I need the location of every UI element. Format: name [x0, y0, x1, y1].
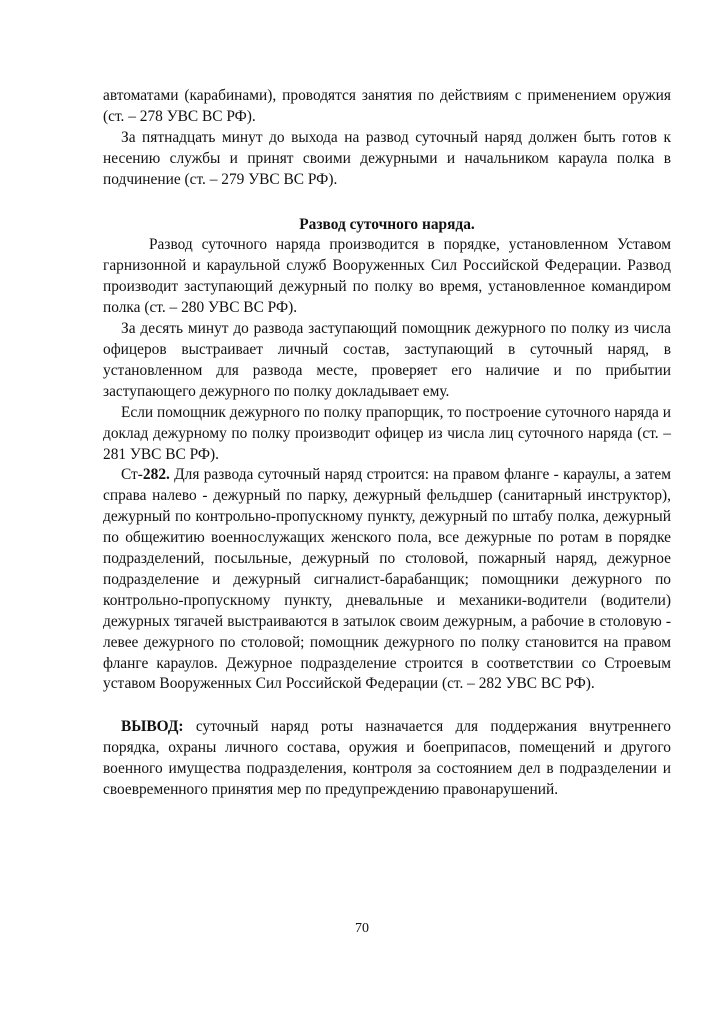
conclusion-label: ВЫВОД:: [121, 718, 184, 736]
paragraph-razvod: Развод суточного наряда производится в порядке, установленном Уставом гарнизонной и караульной служб Вооруженных Сил Российской Федерации. Развод производит заступающий дежурный по полку во время, установленное командиром полка (ст. – 280 УВС ВС РФ).: [103, 236, 671, 317]
article-number: 282.: [142, 466, 170, 484]
conclusion-body: суточный наряд роты назначается для поддержания внутреннего порядка, охраны личного состава, оружия и боеприпасов, помещений и другого военного имущества подразделения, контроля за состоянием дел в подразделении и своевременного принятия мер по предупреждению правонарушений.: [103, 718, 671, 799]
section-heading: Развод суточного наряда.: [299, 215, 475, 233]
paragraph-fifteen-minutes: За пятнадцать минут до выхода на развод суточный наряд должен быть готов к несению службы и принят своими дежурными и начальником караула полка в подчинение (ст. – 279 УВС ВС РФ).: [103, 128, 671, 188]
paragraph-praporshchik: Если помощник дежурного по полку прапорщик, то построение суточного наряда и доклад дежурному по полку производит офицер из числа лиц суточного наряда (ст. – 281 УВС ВС РФ).: [103, 403, 671, 463]
paragraph-intro: автоматами (карабинами), проводятся занятия по действиям с применением оружия (ст. – 278 УВС ВС РФ).: [103, 87, 671, 125]
body-text: [103, 86, 671, 801]
paragraph-conclusion: [103, 717, 671, 801]
paragraph-ten-minutes: За десять минут до развода заступающий помощник дежурного по полку из числа офицеров выстраивает личный состав, заступающий в суточный наряд, в установленном для развода месте, проверяет его наличие и по прибытии заступающего дежурного по полку докладывает ему.: [103, 320, 671, 400]
paragraph-article-282: [103, 465, 671, 695]
article-prefix: Ст-: [121, 466, 143, 484]
page-number: 70: [355, 921, 369, 936]
article-body: Для развода суточный наряд строится: на правом фланге - караулы, а затем справа налево - дежурный по парку, дежурный фельдшер (санитарный инструктор), дежурный по контрольно-пропускному пункту, дежурный по штабу полка, дежурный по общежитию военнослужащих женского пола, все дежурные по ротам в порядке подразделений, посыльные, дежурный по столовой, пожарный наряд, дежурное подразделение и дежурный сигналист-барабанщик; помощники дежурного по контрольно-пропускному пункту, дневальные и механики-водители (водители) дежурных тягачей выстраиваются в затылок своим дежурным, а рабочие в столовую - левее дежурного по столовой; помощник дежурного по полку становится на правом фланге караулов. Дежурное подразделение строится в соответствии со Строевым уставом Вооруженных Сил Российской Федерации (ст. – 282 УВС ВС РФ).: [103, 466, 671, 693]
